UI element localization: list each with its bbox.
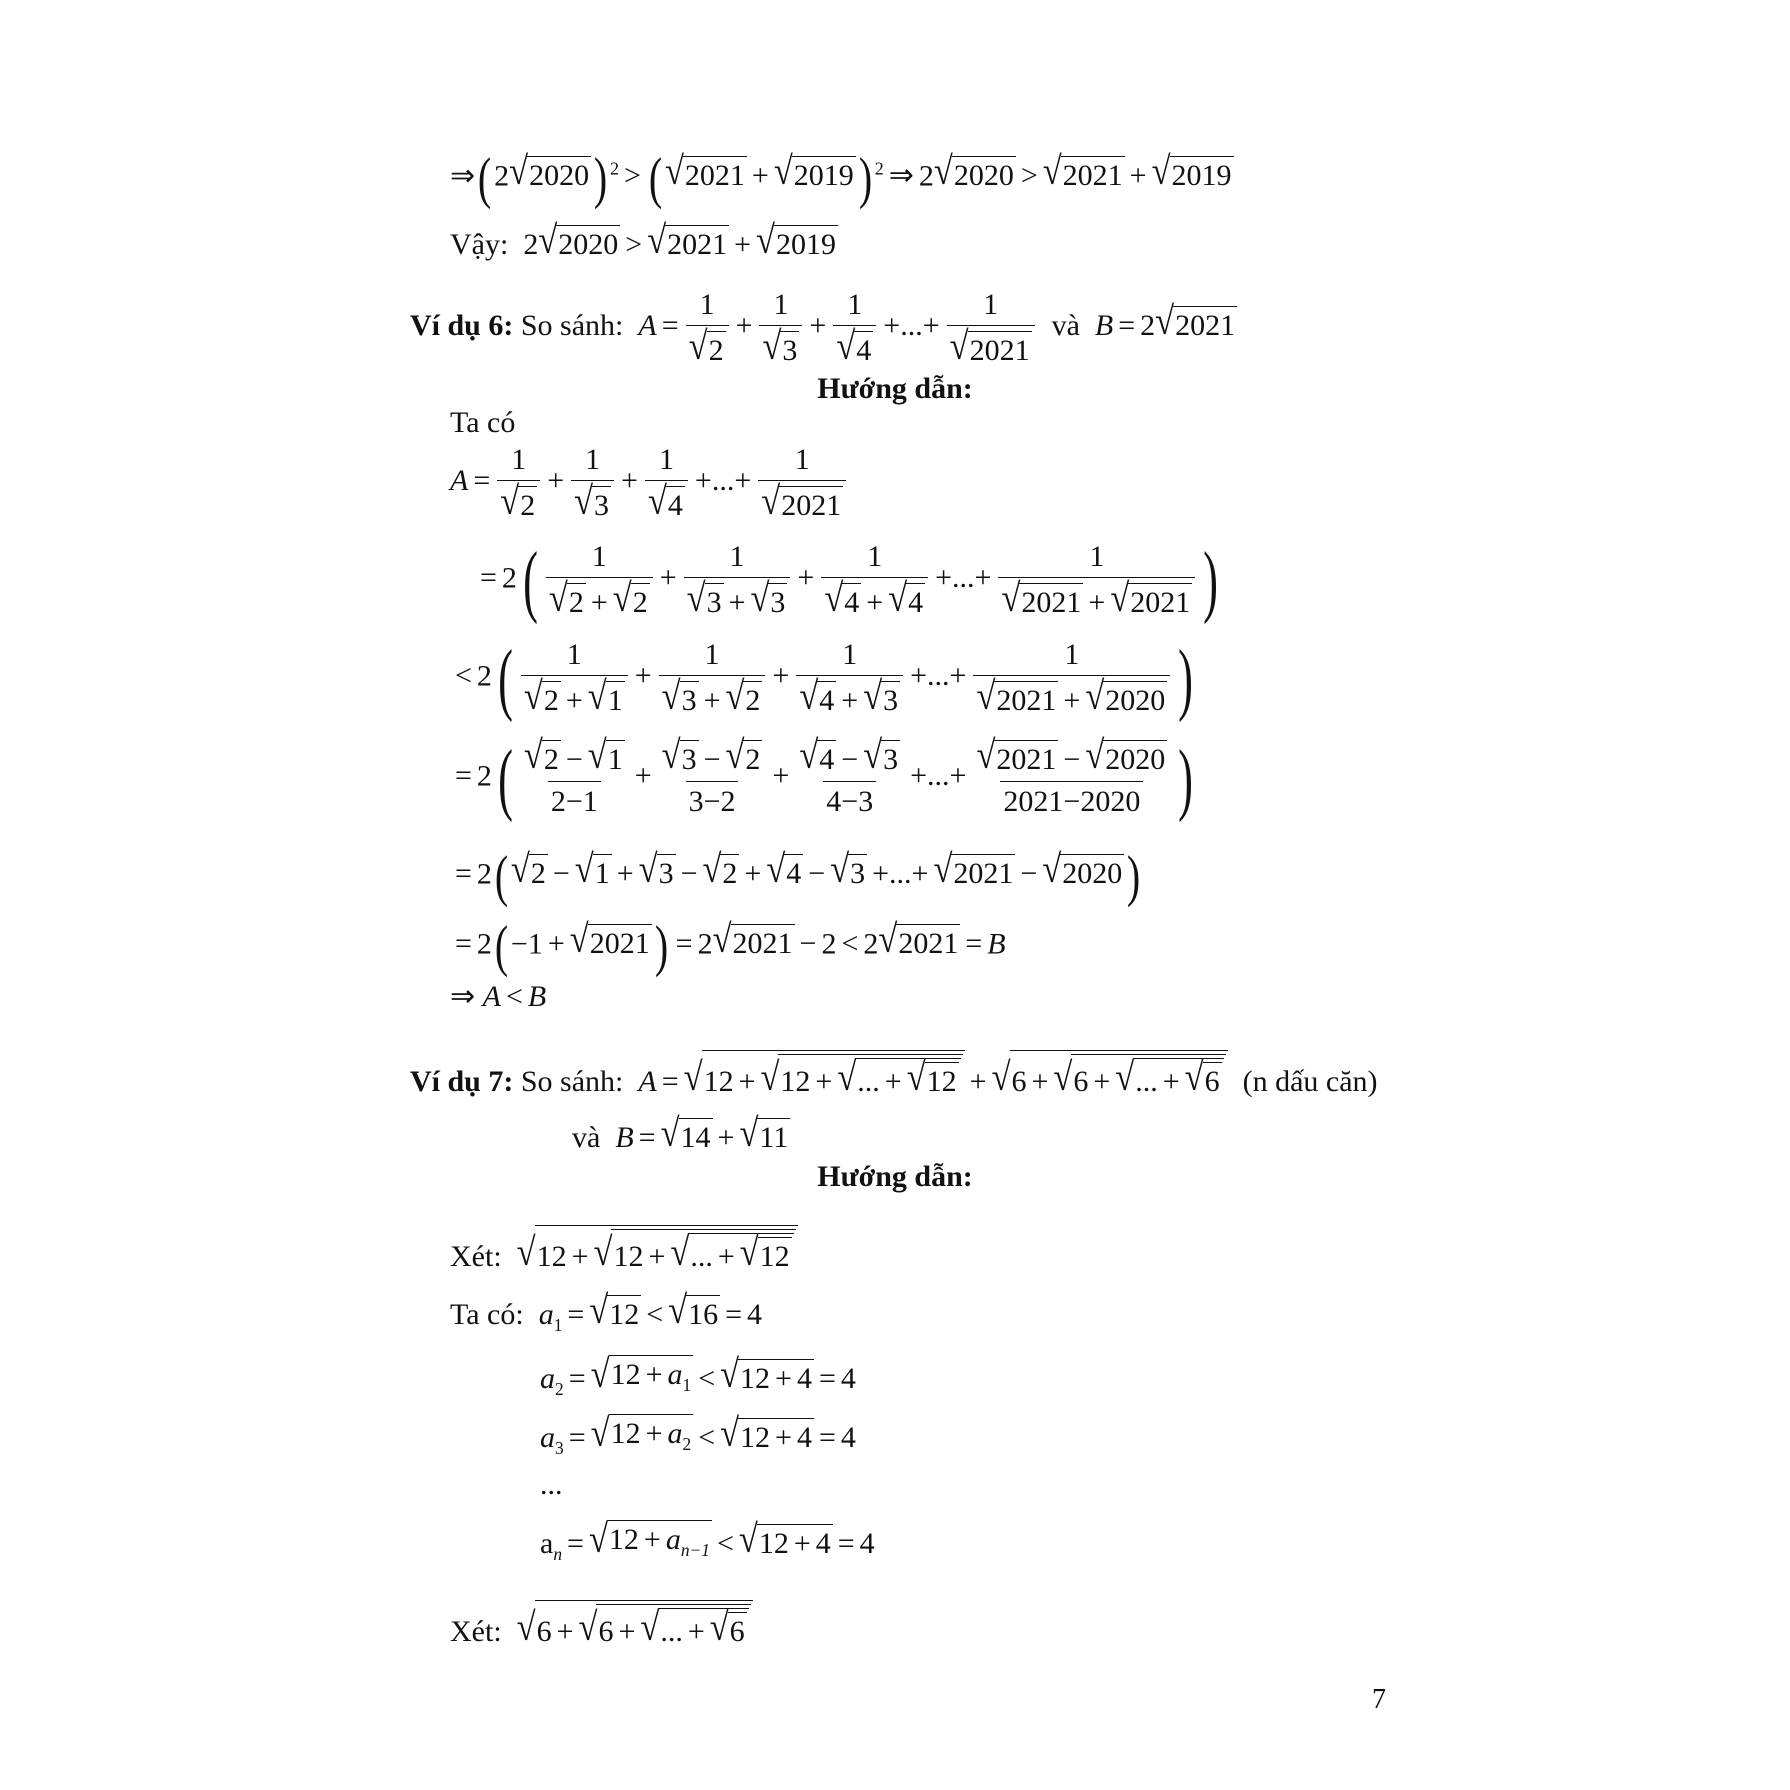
- ta-co-label: Ta có: [450, 406, 516, 439]
- math-step-4: = 2( √ 2 − √ 1 + √ 3 − √ 2 + √ 4 − √ 3 +...+ √ 2021 − √ 2020 ): [455, 845, 1141, 908]
- xet-line-2: Xét: √ 6 + √ 6 + √ ... + √ 6: [450, 1600, 753, 1648]
- math-step-3: = 2( √ 2 − √ 1 2−1 + √ 3 − √ 2 3−2 + √ 4 − √ 3 4−3 +...+ √ 2021 − √ 2020 2021−2020 ): [455, 733, 1194, 823]
- math-conclusion-line: Vậy: 2 √ 2020 > √ 2021 + √ 2019: [450, 218, 836, 263]
- n-dau-can-label: (n dấu căn): [1242, 1065, 1378, 1098]
- ta-co-line: [450, 408, 515, 438]
- math-step-5: = 2(−1 + √ 2021 ) = 2 √ 2021 − 2 < 2 √ 2021 = B: [455, 915, 1006, 978]
- page-number: 7: [1372, 1684, 1386, 1715]
- math-step-2: < 2( 1 √ 2 + √ 1 + 1 √ 3 + √ 2 + 1 √ 4 + √ 3 +...+ 1 √ 2021 + √ 2020 ): [455, 633, 1194, 723]
- math-A-definition: A = 1 √ 2 + 1 √ 3 + 1 √ 4 +...+ 1 √ 2021: [450, 445, 848, 522]
- example-7-B: và B = √ 14 + √ 11: [572, 1111, 789, 1156]
- math-line-1: ⇒(2 √ 2020 ) $^2$ > ( √ 2021 + √ 2019 ) $^2$ ⇒ 2 √ 2020 > √ 2021 + √ 2019: [450, 147, 1232, 210]
- so-sanh-label: So sánh:: [520, 309, 624, 343]
- example-7-label: Ví dụ 7:: [410, 1065, 514, 1098]
- example-7-statement: Ví dụ 7: So sánh: A = √ 12 + √ 12 + √ ... + √ 12 + √ 6 + √ 6 + √ ... + √ 6 (n dấu căn): [410, 1050, 1378, 1098]
- xet-label-1: Xét:: [450, 1240, 502, 1273]
- ellipsis-line: ...: [540, 1468, 563, 1501]
- so-sanh-label-2: So sánh:: [520, 1065, 624, 1098]
- va-label: và: [1051, 309, 1080, 343]
- a2-line: $a_2$ = √ $12 + a_1$ < √ 12 + 4 = 4: [540, 1352, 856, 1399]
- huong-dan-heading-2: Hướng dẫn:: [817, 1160, 973, 1193]
- vay-label: Vậy:: [450, 228, 509, 261]
- an-line: $a_n$ = √ $12 + a_{n-1}$ < √ 12 + 4 = 4: [540, 1517, 875, 1564]
- math-step-1: = 2( 1 √ 2 + √ 2 + 1 √ 3 + √ 3 + 1 √ 4 + √ 4 +...+ 1 √ 2021 + √ 2021 ): [480, 535, 1219, 625]
- math-conclusion-2: ⇒ A < B: [450, 980, 547, 1013]
- ta-co-label-2: Ta có:: [450, 1298, 524, 1331]
- xet-label-2: Xét:: [450, 1615, 502, 1648]
- a1-line: Ta có: $a_1$ = √ 12 < √ 16 = 4: [450, 1288, 763, 1335]
- huong-dan-heading-1: Hướng dẫn:: [817, 372, 973, 405]
- example-6-label: Ví dụ 6:: [410, 309, 514, 343]
- a3-line: $a_3$ = √ $12 + a_2$ < √ 12 + 4 = 4: [540, 1411, 856, 1458]
- example-6-statement: Ví dụ 6: So sánh: A = 1 √ 2 + 1 √ 3 + 1 √ 4 +...+ 1 √ 2021 và B = 2 √ 2021: [410, 288, 1236, 369]
- va-label-2: và: [572, 1121, 601, 1154]
- xet-line-1: Xét: √ 12 + √ 12 + √ ... + √ 12: [450, 1225, 798, 1273]
